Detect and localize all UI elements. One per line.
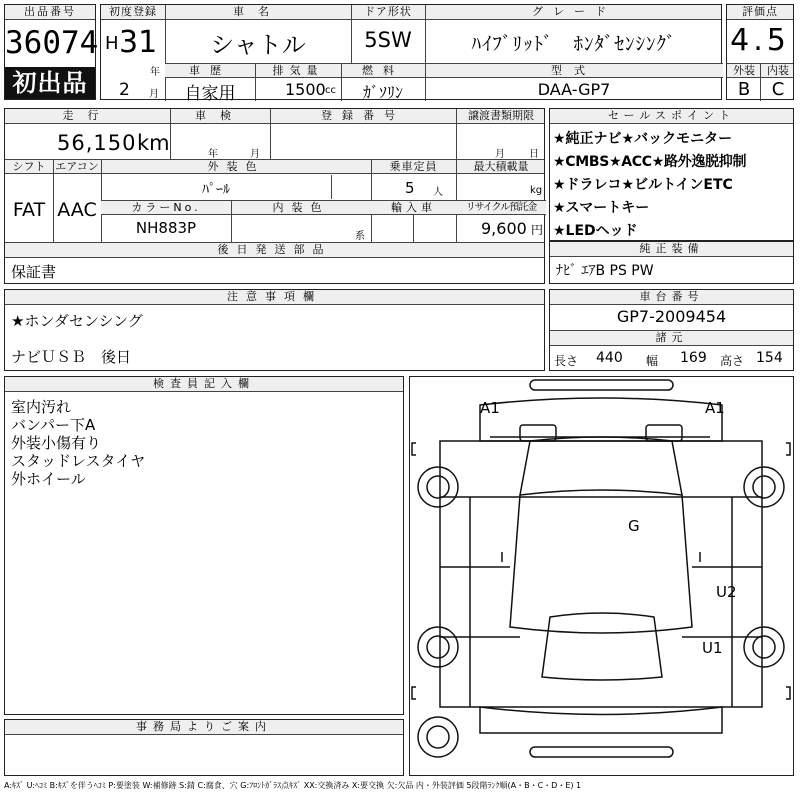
month: 2 [119,80,130,100]
damage-mark: G [628,517,640,535]
era: H [105,33,119,54]
score-label: 評価点 [727,5,793,20]
color-no-label: カラーNo. [131,201,201,214]
year: 31 [119,25,158,60]
inspection-year-unit: 年 [208,149,218,160]
shift-label: シフト [12,160,46,173]
inspection-label: 車検 [195,109,245,122]
inspector-label: 検査員記入欄 [5,377,403,392]
shift: FAT [12,199,46,221]
history: 自家用 [184,84,236,104]
exterior-grade: B [737,79,751,100]
plate-label: 登録番号 [321,109,405,122]
equipment-box [549,241,794,284]
chassis-number: GP7-2009454 [616,307,727,326]
grade: ﾊｲﾌﾞﾘｯﾄﾞ ﾎﾝﾀﾞｾﾝｼﾝｸﾞ [471,33,677,55]
width-label: 幅 [646,354,659,368]
ac-label: エアコン [55,160,99,173]
mileage-unit: km [137,131,170,155]
length-value: 440 [596,350,623,366]
mileage: 56,150 [57,131,137,155]
damage-diagram [409,376,794,776]
max-load-unit: kg [530,185,543,196]
transfer-month-unit: 月 [495,149,505,160]
damage-mark: U1 [702,639,723,657]
displacement-unit: cc [325,85,336,96]
sales-point-item: ★CMBS★ACC★路外逸脱抑制 [553,154,747,170]
car-name-label: 車名 [233,5,283,18]
year-unit: 年 [150,67,160,78]
car-outline-diagram [410,377,793,775]
ext-color: ﾊﾟｰﾙ [202,182,230,198]
recycle-unit: 円 [531,223,544,237]
transfer-day-unit: 日 [529,149,539,160]
sales-point-item: ★純正ナビ★バックモニター [553,131,733,147]
displacement: 1500 [285,80,326,99]
car-name: シャトル [210,31,306,59]
inspection-month-unit: 月 [250,149,260,160]
height-label: 高さ [720,354,745,368]
height-value: 154 [756,350,783,366]
inspector-line: スタッドレスタイヤ [11,452,146,470]
sales-points-label: セールスポイント [550,109,793,124]
transfer-label: 譲渡書類期限 [468,109,534,122]
exterior-label: 外装 [733,64,755,77]
notes-label: 注意事項欄 [5,290,544,305]
inspector-box [4,376,404,715]
inspector-line: 外装小傷有り [11,434,102,452]
chassis-label: 車台番号 [550,290,793,305]
length-label: 長さ [554,354,579,368]
legend-footer: A:ｷｽﾞ U:ﾍｺﾐ B:ｷｽﾞを伴うﾍｺﾐ P:要塗装 W:補修跡 S:錆 C:腐食、穴 G:ﾌﾛﾝﾄｶﾞﾗｽ点ｷｽﾞ XX:交換済み X:要交換 欠:欠品 内・外装評価 5段階ﾗﾝｸ順(A・B・C・D・E) 1 [4,781,582,790]
first-listing-badge: 初出品 [5,67,95,99]
recycle-label: リサイクル預託金 [465,202,537,213]
sales-point-item: ★スマートキー [553,200,650,216]
notes-line-1: ★ホンダセンシング [11,312,143,330]
first-reg-label: 初度登録 [109,5,157,18]
month-unit: 月 [149,89,159,100]
later-parts-label: 後日発送部品 [5,243,544,258]
ac: AAC [57,199,97,221]
sales-point-item: ★LEDヘッド [553,223,638,239]
later-parts-item: 保証書 [11,263,57,281]
lot-number-box [4,4,99,100]
damage-mark: A1 [705,399,725,417]
score-box [726,4,794,100]
model-label: 型式 [551,64,597,77]
model: DAA-GP7 [537,80,611,99]
displacement-label: 排気量 [272,64,324,77]
damage-mark: U2 [716,583,737,601]
inspector-line: バンパー下A [11,416,96,434]
max-load-label: 最大積載量 [473,160,529,173]
door-type: 5SW [364,28,412,52]
fuel: ｶﾞｿﾘﾝ [362,83,403,102]
width-value: 169 [680,350,707,366]
fuel-label: 燃料 [362,64,404,77]
damage-mark: A1 [480,399,500,417]
import-label: 輸入車 [391,201,436,214]
int-color-label: 内装色 [272,201,330,214]
interior-grade: C [771,79,785,100]
interior-label: 内装 [767,64,789,77]
chassis-box [549,289,794,371]
door-label: ドア形状 [364,5,412,18]
recycle-amount: 9,600 [481,219,527,238]
grade-label: グレード [532,5,616,18]
details-box [4,108,545,284]
inspector-line: 室内汚れ [11,398,72,416]
lot-number-label: 出品番号 [5,5,95,20]
capacity: 5 [405,179,415,197]
lot-number: 36074 [5,25,99,61]
capacity-unit: 人 [433,187,443,198]
capacity-label: 乗車定員 [389,160,438,173]
office-box [4,719,404,776]
ext-color-label: 外装色 [207,160,265,173]
inspector-line: 外ホイール [11,470,86,488]
notes-line-2: ナビＵＳＢ 後日 [11,348,132,366]
vehicle-summary-box [100,4,722,104]
sales-point-item: ★ドラレコ★ビルトインETC [553,177,733,193]
mileage-label: 走行 [62,109,113,122]
color-no: NH883P [135,219,197,237]
sales-points-box [549,108,794,241]
dims-label: 諸元 [550,331,793,346]
equipment-label: 純正装備 [550,242,793,257]
notes-box [4,289,545,371]
score: 4.5 [730,23,790,58]
int-color-unit: 系 [355,231,365,242]
equipment-value: ﾅﾋﾞ ｴｱB PS PW [556,263,654,279]
history-label: 車歴 [189,64,231,77]
office-label: 事務局よりご案内 [5,720,403,735]
